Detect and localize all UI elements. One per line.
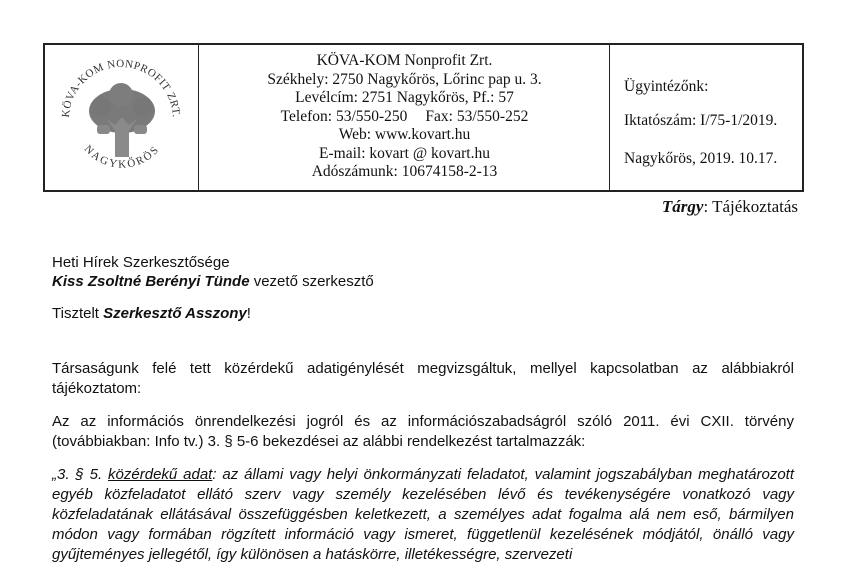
company-logo [49, 49, 195, 187]
subject-label: Tárgy [661, 197, 704, 216]
logo-arc-top-text: KÖVA-KOM NONPROFIT ZRT. [59, 57, 182, 119]
subject-text: : Tájékoztatás [703, 197, 798, 216]
organization-info [200, 45, 610, 190]
org-phone: Telefon: 53/550-250 [280, 107, 408, 125]
tree-icon [89, 83, 155, 157]
filing-number: Iktatószám: I/75-1/2019. [624, 112, 778, 129]
org-phone-fax [200, 108, 609, 127]
logo-cell [45, 45, 199, 190]
quote-term: közérdekű adat [108, 466, 213, 483]
recipient-name: Kiss Zsoltné Berényi Tünde [52, 273, 250, 290]
quote-text: : az állami vagy helyi önkormányzati feladatot, valamint jogszabályban meghatározott egyéb közfeladatot ellátó szerv vagy személy kezelésében lévő és tevékenységére vonatkozó vagy közfeladatának ellátásával összefüggésben keletkezett, a személyes adat fogalma alá nem eső, bármilyen módon vagy formában rögzített információ vagy ismeret, függetlenül kezelésének módjától, önálló vagy gyűjteményes jellegétől, így különösen a hatáskörre, illetékességre, szervezeti [52, 466, 794, 563]
paragraph-1: Társaságunk felé tett közérdekű adatigénylését megvizsgáltuk, mellyel kapcsolatban az alábbiakról tájékoztatom: [52, 360, 794, 397]
org-seat: Székhely: 2750 Nagykőrös, Lőrinc pap u. 3. [267, 70, 542, 88]
salutation [52, 305, 251, 322]
org-mail-address: Levélcím: 2751 Nagykőrös, Pf.: 57 [295, 89, 514, 106]
salutation-addressee: Szerkesztő Asszony [103, 305, 247, 322]
quote-prefix: „3. § 5. [52, 466, 109, 483]
recipient-org: Heti Hírek Szerkesztősége [52, 254, 230, 271]
logo-arc-bottom-text: NAGYKŐRÖS [81, 143, 163, 171]
org-tax-number: Adószámunk: 10674158-2-13 [311, 163, 498, 180]
paragraph-3-quote [52, 465, 794, 565]
recipient-role: vezető szerkesztő [249, 273, 374, 290]
recipient-name-line [52, 273, 374, 290]
letterhead [43, 43, 804, 192]
salutation-pre: Tisztelt [52, 305, 104, 322]
salutation-post: ! [246, 305, 251, 322]
paragraph-2: Az az információs önrendelkezési jogról és az információszabadságról szóló 2011. évi CXII. törvény (továbbiakban: Info tv.) 3. § 5-6 bekezdései az alábbi rendelkezést tartalmazzák: [52, 413, 794, 450]
place-and-date: Nagykőrös, 2019. 10.17. [624, 150, 778, 167]
org-name: KÖVA-KOM Nonprofit Zrt. [316, 52, 493, 69]
clerk-label: Ügyintézőnk: [624, 78, 709, 95]
org-email: E-mail: kovart @ kovart.hu [319, 144, 490, 162]
org-web: Web: www.kovart.hu [338, 126, 471, 143]
subject-line [662, 197, 798, 217]
org-fax: Fax: 53/550-252 [425, 107, 529, 125]
reference-info [612, 45, 802, 190]
